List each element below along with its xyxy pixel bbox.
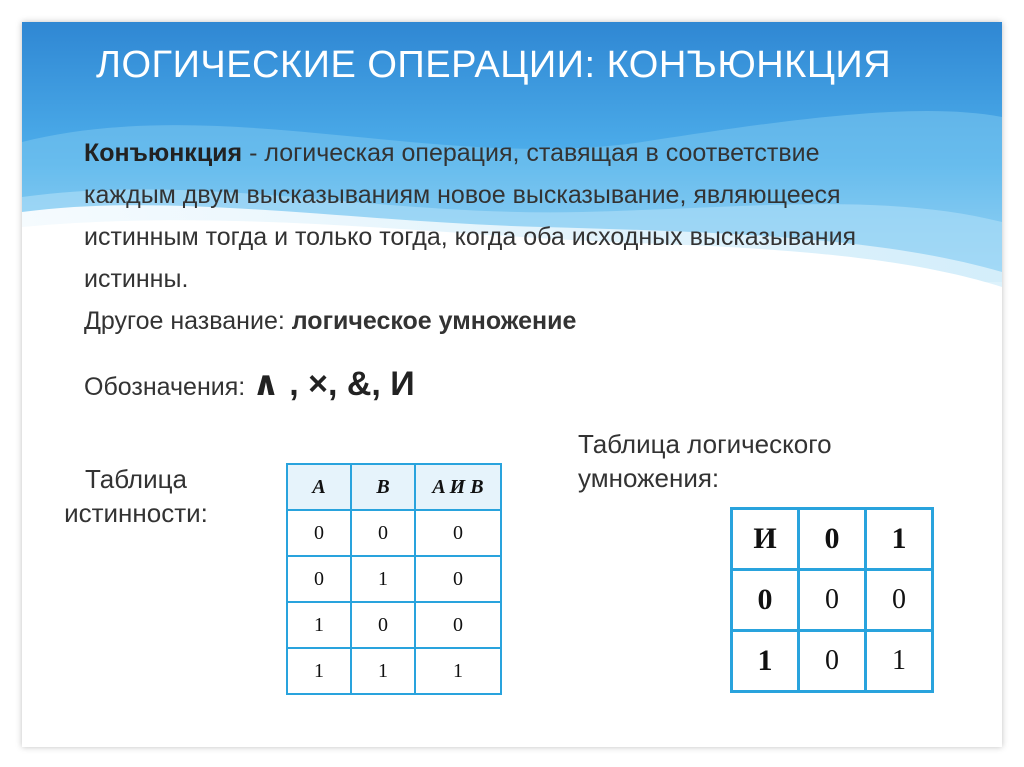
truth-header-b: B	[351, 464, 415, 510]
table-cell: 1	[415, 648, 501, 694]
table-cell: 0	[866, 570, 933, 631]
notations-line	[84, 364, 415, 404]
table-cell: 0	[351, 510, 415, 556]
table-cell: 0	[351, 602, 415, 648]
table-row	[287, 648, 501, 694]
table-row	[732, 631, 933, 692]
table-cell: 1	[351, 556, 415, 602]
notations-label: Обозначения:	[84, 373, 253, 401]
truth-table-caption: Таблица истинности:	[64, 464, 208, 528]
table-cell: 0	[799, 509, 866, 570]
table-cell: 0	[415, 602, 501, 648]
table-cell: 1	[866, 631, 933, 692]
definition-paragraph	[84, 132, 904, 300]
table-cell: 0	[732, 570, 799, 631]
slide-title: ЛОГИЧЕСКИЕ ОПЕРАЦИИ: КОНЪЮНКЦИЯ	[96, 44, 892, 86]
table-row	[287, 602, 501, 648]
truth-header-a: A	[287, 464, 351, 510]
table-row	[732, 509, 933, 570]
definition-term: Конъюнкция	[84, 139, 243, 167]
table-cell: 1	[351, 648, 415, 694]
truth-table	[286, 463, 502, 695]
notations-symbols: ∧ , ×, &, И	[252, 365, 415, 403]
table-cell: 1	[866, 509, 933, 570]
table-cell: 0	[287, 556, 351, 602]
table-cell: 0	[287, 510, 351, 556]
table-cell: 0	[799, 570, 866, 631]
other-name-label: Другое название:	[84, 307, 292, 335]
definition-text: - логическая операция, ставящая в соответствие каждым двум высказываниям новое высказывание, являющееся истинным тогда и только тогда, когда оба исходных высказывания истинны.	[84, 139, 857, 293]
other-name-line	[84, 307, 576, 336]
other-name-value: логическое умножение	[291, 307, 577, 335]
table-row	[732, 570, 933, 631]
table-cell: 1	[732, 631, 799, 692]
table-row	[287, 556, 501, 602]
table-cell: 1	[287, 602, 351, 648]
table-cell: 0	[799, 631, 866, 692]
table-cell: 0	[415, 510, 501, 556]
truth-table-header-row	[287, 464, 501, 510]
mult-table-caption: Таблица логического умножения:	[578, 429, 832, 493]
table-cell: 1	[287, 648, 351, 694]
truth-header-a-and-b: A И B	[415, 464, 501, 510]
table-row	[287, 510, 501, 556]
slide	[22, 22, 1002, 747]
multiplication-table	[730, 507, 934, 693]
table-cell: 0	[415, 556, 501, 602]
table-cell: И	[732, 509, 799, 570]
